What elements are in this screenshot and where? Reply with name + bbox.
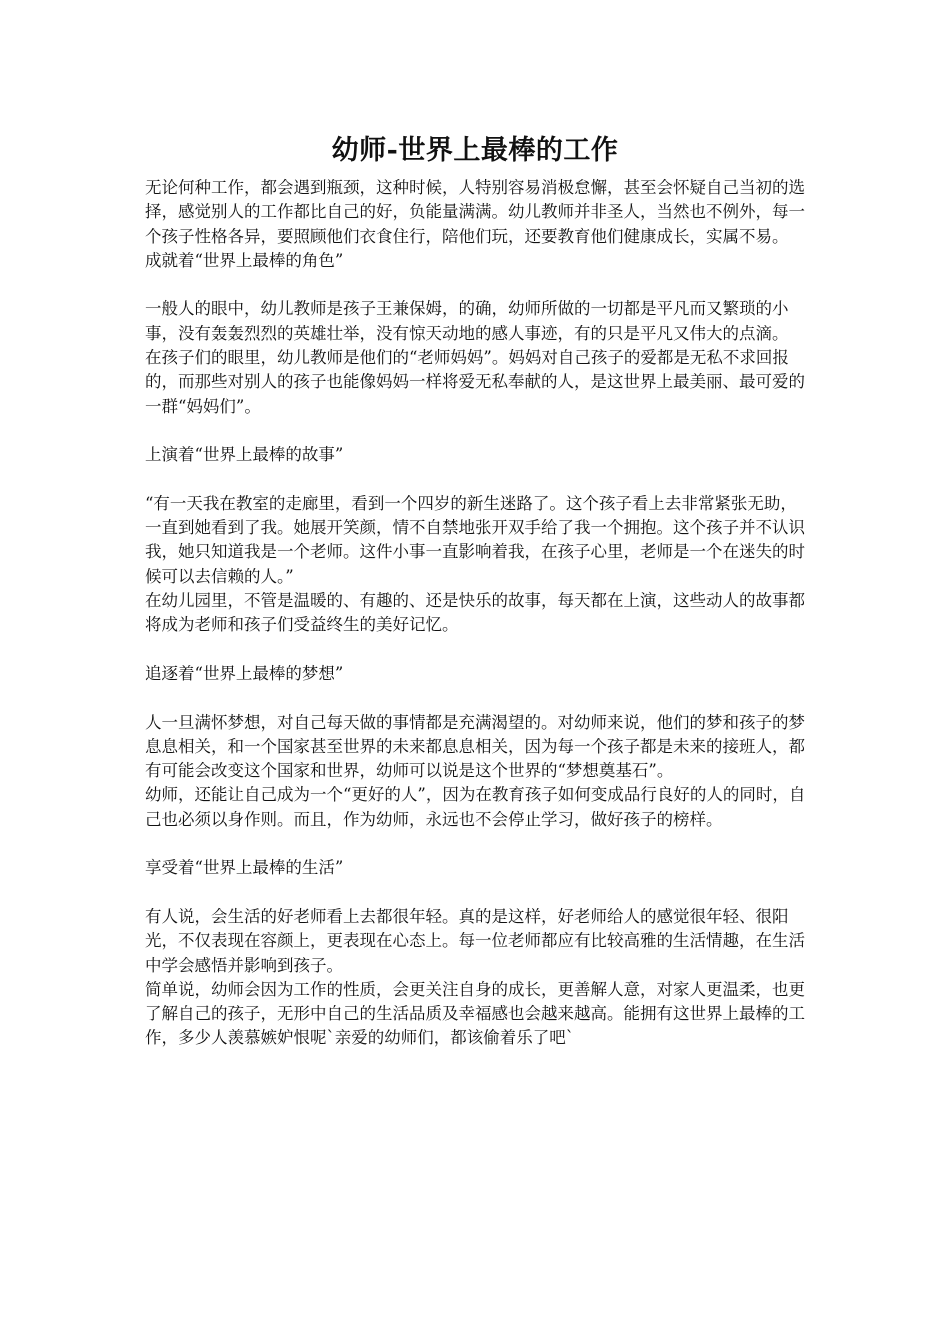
paragraph: 无论何种工作，都会遇到瓶颈，这种时候，人特别容易消极怠懈，甚至会怀疑自己当初的选择，感觉别人的工作都比自己的好，负能量满满。幼儿教师并非圣人，当然也不例外，每一个孩子性格各异，要照顾他们衣食住行，陪他们玩，还要教育他们健康成长，实属不易。 bbox=[145, 178, 805, 246]
paragraph: 人一旦满怀梦想，对自己每天做的事情都是充满渴望的。对幼师来说，他们的梦和孩子的梦息息相关，和一个国家甚至世界的未来都息息相关，因为每一个孩子都是未来的接班人，都有可能会改变这个国家和世界，幼师可以说是这个世界的“梦想奠基石”。 bbox=[145, 712, 805, 781]
blank-line bbox=[145, 468, 811, 492]
blank-line bbox=[145, 832, 811, 856]
blank-line bbox=[145, 638, 811, 662]
document-title: 幼师-世界上最棒的工作 bbox=[331, 135, 619, 166]
paragraph: 在幼儿园里，不管是温暖的、有趣的、还是快乐的故事，每天都在上演，这些动人的故事都将成为老师和孩子们受益终生的美好记忆。 bbox=[145, 591, 805, 635]
section-heading: 成就着“世界上最棒的角色” bbox=[145, 250, 344, 270]
document-body bbox=[145, 176, 811, 1051]
blank-line bbox=[145, 273, 811, 297]
blank-line bbox=[145, 881, 811, 905]
paragraph: 在孩子们的眼里，幼儿教师是他们的“老师妈妈”。妈妈对自己孩子的爱都是无私不求回报的，而那些对别人的孩子也能像妈妈一样将爱无私奉献的人，是这世界上最美丽、最可爱的一群“妈妈们”。 bbox=[145, 348, 805, 416]
paragraph: “有一天我在教室的走廊里，看到一个四岁的新生迷路了。这个孩子看上去非常紧张无助，一直到她看到了我。她展开笑颜，情不自禁地张开双手给了我一个拥抱。这个孩子并不认识我，她只知道我是一个老师。这件小事一直影响着我，在孩子心里，老师是一个在迷失的时候可以去信赖的人。” bbox=[145, 493, 805, 586]
section-heading: 上演着“世界上最棒的故事” bbox=[145, 445, 344, 465]
paragraph: 幼师，还能让自己成为一个“更好的人”，因为在教育孩子如何变成品行良好的人的同时，自己也必须以身作则。而且，作为幼师，永远也不会停止学习，做好孩子的榜样。 bbox=[145, 785, 806, 829]
paragraph: 一般人的眼中，幼儿教师是孩子王兼保姆，的确，幼师所做的一切都是平凡而又繁琐的小事，没有轰轰烈烈的英雄壮举，没有惊天动地的感人事迹，有的只是平凡又伟大的点滴。 bbox=[145, 299, 789, 343]
blank-line bbox=[145, 419, 811, 443]
blank-line bbox=[145, 686, 811, 710]
paragraph: 简单说，幼师会因为工作的性质，会更关注自身的成长，更善解人意，对家人更温柔，也更了解自己的孩子，无形中自己的生活品质及幸福感也会越来越高。能拥有这世界上最棒的工作，多少人羡慕嫉妒恨呢`亲爱的幼师们，都该偷着乐了吧` bbox=[145, 979, 805, 1048]
section-heading: 追逐着“世界上最棒的梦想” bbox=[145, 663, 344, 683]
section-heading: 享受着“世界上最棒的生活” bbox=[145, 858, 344, 878]
paragraph: 有人说，会生活的好老师看上去都很年轻。真的是这样，好老师给人的感觉很年轻、很阳光，不仅表现在容颜上，更表现在心态上。每一位老师都应有比较高雅的生活情趣，在生活中学会感悟并影响到孩子。 bbox=[145, 906, 805, 975]
